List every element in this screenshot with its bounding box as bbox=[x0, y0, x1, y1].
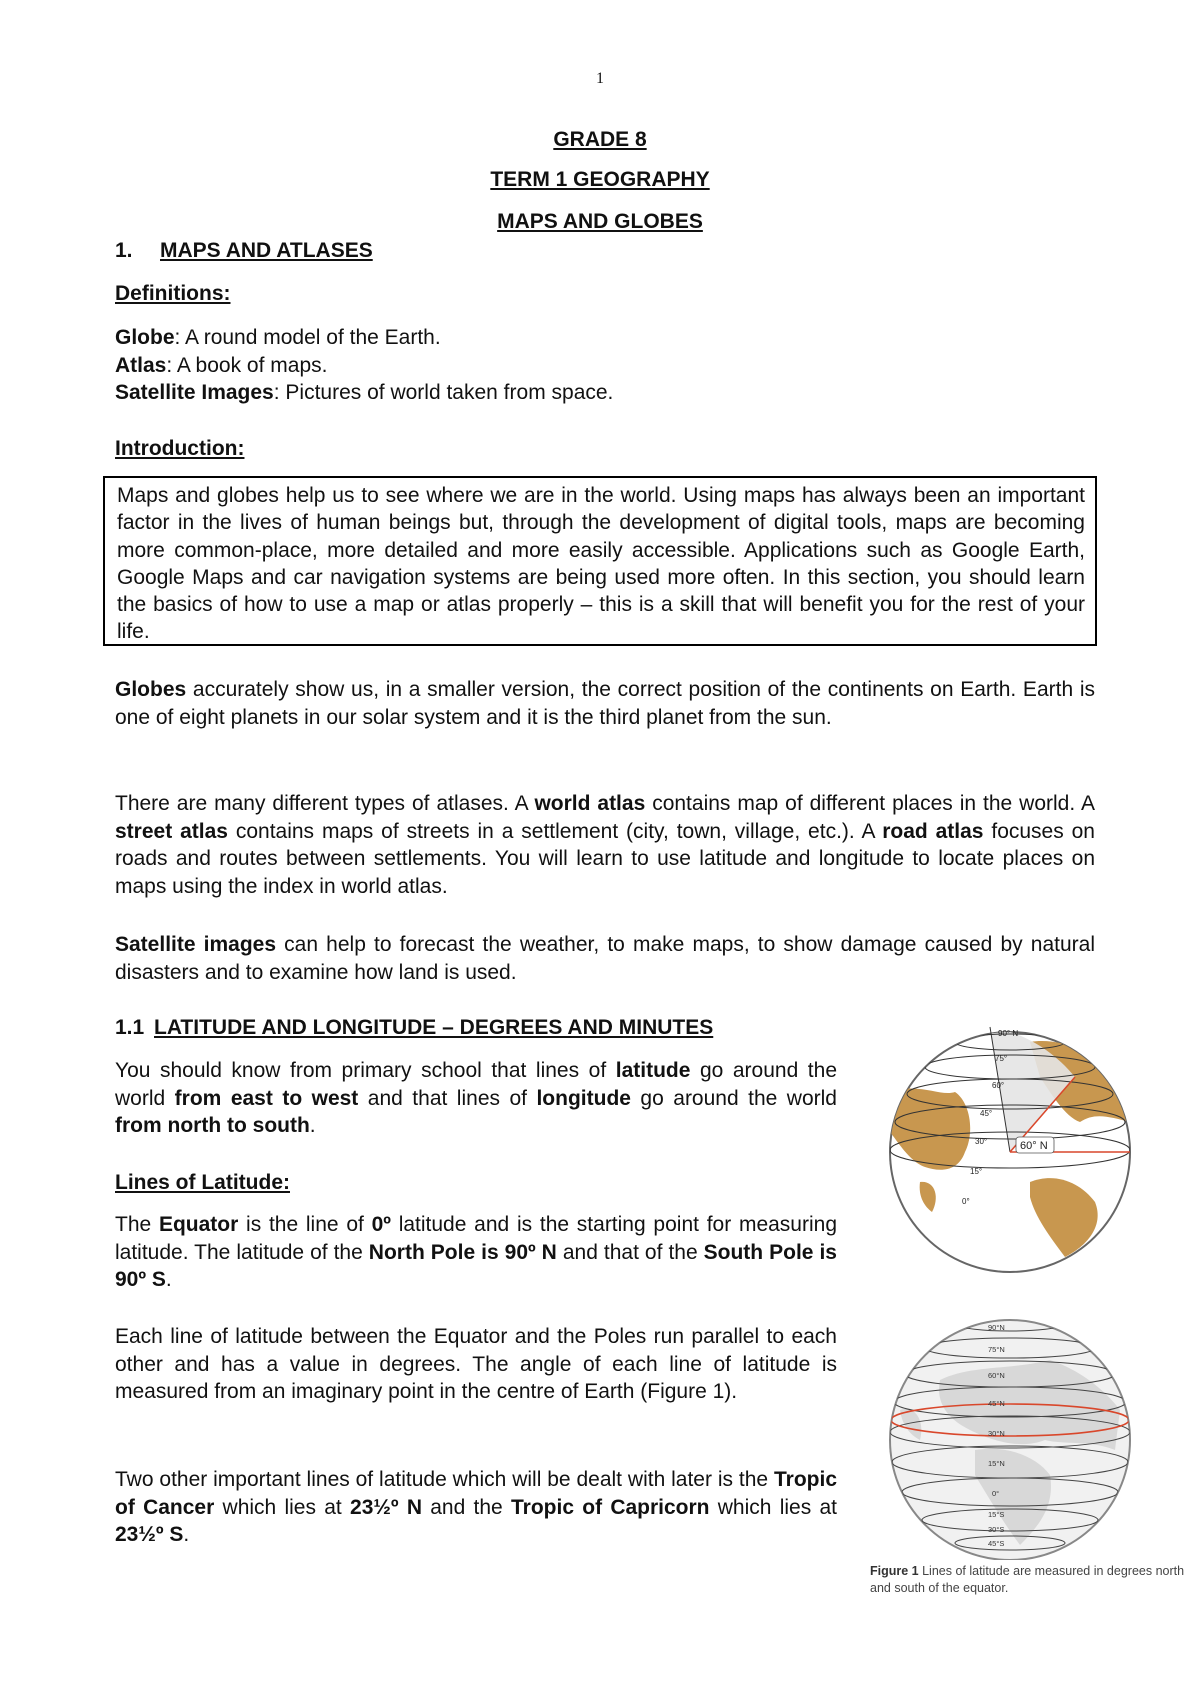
page-number: 1 bbox=[596, 70, 604, 87]
lat-label-90n: 90°N bbox=[988, 1323, 1005, 1332]
latitude-lines-paragraph: Each line of latitude between the Equator and the Poles run parallel to each other and has a value in degrees. The angle of each line of latitude is measured from an imaginary point in the centre of Earth (Figure 1). bbox=[115, 1325, 837, 1403]
atlas-paragraph: There are many different types of atlases. A world atlas contains map of different places in the world. A street atlas contains maps of streets in a settlement (city, town, village, etc.). A road atlas focuses on roads and routes between settlements. You will learn to use latitude and longitude to locate places on maps using the index in world atlas. bbox=[115, 792, 1095, 898]
lat-label-15s: 15°S bbox=[988, 1510, 1005, 1519]
primary-school-paragraph: You should know from primary school that lines of latitude go around the world from east to west and that lines of longitude go around the world from north to south. bbox=[115, 1059, 837, 1137]
definition-atlas: Atlas: A book of maps. bbox=[115, 353, 328, 377]
top-label-15: 15° bbox=[970, 1167, 983, 1176]
globe-latitude-figure bbox=[880, 1310, 1140, 1560]
section-1-number: 1. bbox=[115, 239, 133, 262]
satellite-paragraph: Satellite images can help to forecast the weather, to make maps, to show damage caused by natural disasters and to examine how land is used. bbox=[115, 933, 1095, 984]
definitions-heading: Definitions: bbox=[115, 282, 231, 305]
globe-angle-figure bbox=[880, 1022, 1140, 1282]
introduction-heading: Introduction: bbox=[115, 437, 245, 460]
top-label-30: 30° bbox=[975, 1137, 988, 1146]
title-grade: GRADE 8 bbox=[553, 128, 647, 151]
lat-label-15n: 15°N bbox=[988, 1459, 1005, 1468]
lat-label-30n: 30°N bbox=[988, 1429, 1005, 1438]
section-1-1-heading: LATITUDE AND LONGITUDE – DEGREES AND MINUTES bbox=[154, 1016, 714, 1039]
definition-satellite: Satellite Images: Pictures of world taken from space. bbox=[115, 381, 614, 404]
title-topic: MAPS AND GLOBES bbox=[497, 210, 703, 233]
lat-label-60n: 60°N bbox=[988, 1371, 1005, 1380]
top-label-60: 60° bbox=[992, 1081, 1005, 1090]
tropics-paragraph: Two other important lines of latitude which will be dealt with later is the Tropic of Cancer which lies at 23½º N and the Tropic of Capricorn which lies at 23½º S. bbox=[115, 1468, 837, 1546]
latitude-heading: Lines of Latitude: bbox=[115, 1171, 290, 1194]
definition-globe: Globe: A round model of the Earth. bbox=[115, 326, 441, 349]
top-label-0: 0° bbox=[962, 1197, 970, 1206]
figure-caption: Figure 1 Lines of latitude are measured in degrees north and south of the equator. bbox=[870, 1564, 1185, 1595]
lat-label-75n: 75°N bbox=[988, 1345, 1005, 1354]
top-label-45: 45° bbox=[980, 1109, 993, 1118]
lat-label-0: 0° bbox=[992, 1489, 1000, 1498]
title-term: TERM 1 GEOGRAPHY bbox=[490, 168, 710, 191]
top-label-90: 90° N bbox=[998, 1029, 1019, 1038]
introduction-box bbox=[103, 476, 1097, 646]
equator-paragraph: The Equator is the line of 0º latitude and is the starting point for measuring latitude. The latitude of the North Pole is 90º N and that of the South Pole is 90º S. bbox=[115, 1213, 838, 1291]
lat-label-30s: 30°S bbox=[988, 1525, 1005, 1534]
globes-paragraph: Globes accurately show us, in a smaller version, the correct position of the continents on Earth. Earth is one of eight planets in our solar system and it is the third planet from the sun. bbox=[115, 678, 1095, 729]
lat-label-45s: 45°S bbox=[988, 1539, 1005, 1548]
section-1-heading: MAPS AND ATLASES bbox=[160, 239, 373, 262]
angle-label: 60° N bbox=[1020, 1140, 1048, 1152]
top-label-75: 75° bbox=[995, 1054, 1008, 1063]
section-1-1-number: 1.1 bbox=[115, 1016, 145, 1039]
lat-label-45n: 45°N bbox=[988, 1399, 1005, 1408]
introduction-text: Maps and globes help us to see where we are in the world. Using maps has always been an important factor in the lives of human beings but, through the development of digital tools, maps are becoming more common-place, more detailed and more easily accessible. Applications such as Google Earth, Google Maps and car navigation systems are being used more often. In this section, you should learn the basics of how to use a map or atlas properly – this is a skill that will benefit you for the rest of your life. bbox=[117, 484, 1085, 644]
definitions-list bbox=[115, 324, 613, 407]
